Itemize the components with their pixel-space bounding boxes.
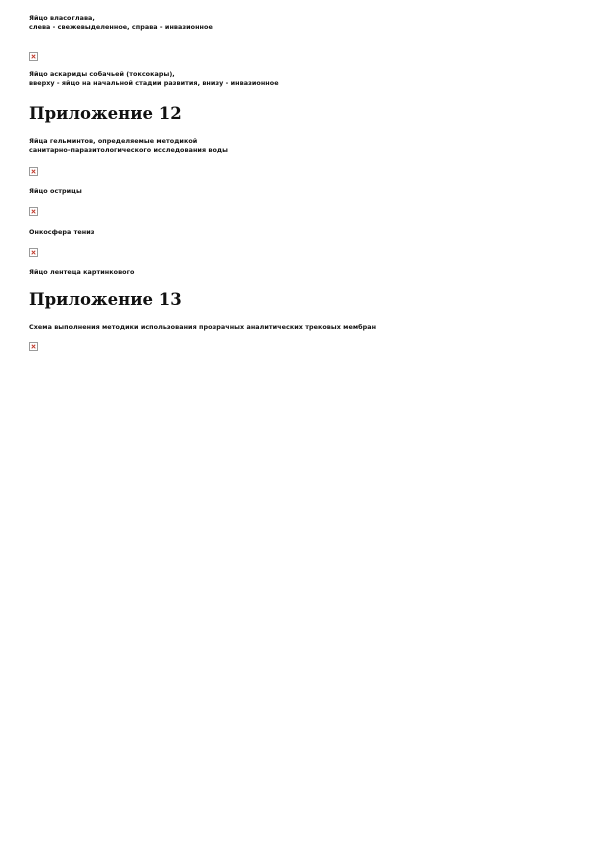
broken-image-icon <box>29 248 38 257</box>
caption-pinworm-egg: Яйцо острицы <box>29 187 82 195</box>
broken-image-icon <box>29 207 38 216</box>
caption-toxocara-egg: Яйцо аскариды собачьей (токсокары), вверху - яйцо на начальной стадии развития, внизу - инвазионное <box>29 70 279 87</box>
broken-image-icon <box>29 167 38 176</box>
broken-image-icon <box>29 52 38 61</box>
caption-helminth-eggs-water: Яйца гельминтов, определяемые методикой санитарно-паразитологического исследования воды <box>29 137 228 154</box>
caption-oncosphere: Онкосфера тениз <box>29 228 95 236</box>
appendix-12-heading: Приложение 12 <box>29 104 182 123</box>
broken-image-icon <box>29 342 38 351</box>
caption-whipworm-egg: Яйцо власоглава, слева - свежевыделенное, справа - инвазионное <box>29 14 213 31</box>
appendix-13-heading: Приложение 13 <box>29 290 182 309</box>
caption-track-membrane-scheme: Схема выполнения методики использования прозрачных аналитических трековых мембран <box>29 323 377 331</box>
caption-tapeworm-egg: Яйцо лентеца картинкового <box>29 268 135 276</box>
